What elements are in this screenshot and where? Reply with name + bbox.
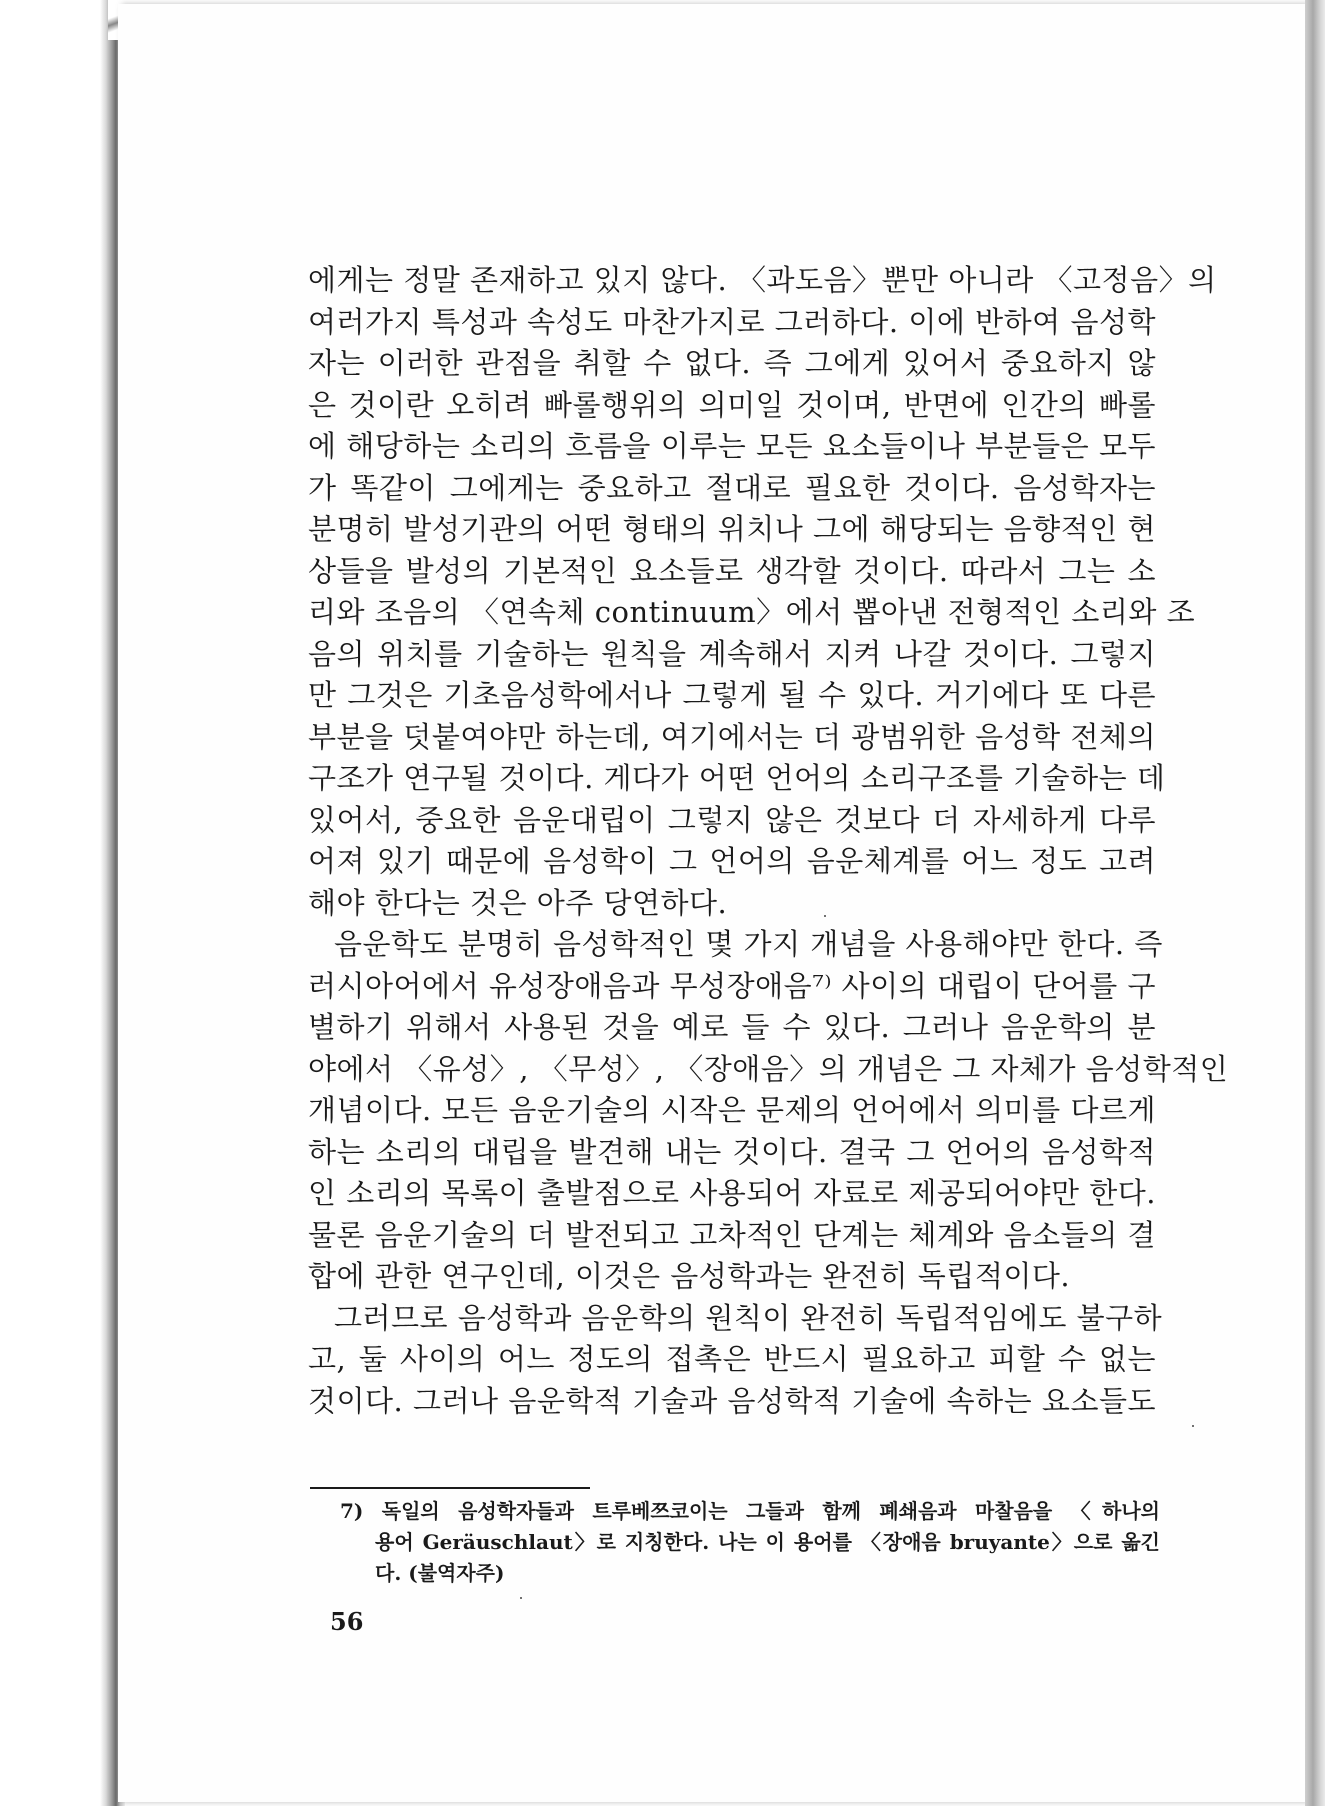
page-right-edge xyxy=(1305,0,1325,1806)
scan-speck xyxy=(1192,1425,1194,1427)
page-number: 56 xyxy=(330,1607,364,1636)
body-line: 구조가 연구될 것이다. 게다가 어떤 언어의 소리구조를 기술하는 데 xyxy=(308,761,1166,795)
body-line: 고, 둘 사이의 어느 정도의 접촉은 반드시 필요하고 피할 수 없는 xyxy=(308,1342,1156,1376)
body-line: 가 똑같이 그에게는 중요하고 절대로 필요한 것이다. 음성학자는 xyxy=(308,470,1156,505)
body-line: 개념이다. 모든 음운기술의 시작은 문제의 언어에서 의미를 다르게 xyxy=(308,1093,1156,1127)
body-line: 물론 음운기술의 더 발전되고 고차적인 단계는 체계와 음소들의 결 xyxy=(308,1217,1156,1252)
footnote-line: 7) 독일의 음성학자들과 트루베쯔코이는 그들과 함께 폐쇄음과 마찰음을 〈하나의 xyxy=(340,1499,1160,1523)
body-line: 별하기 위해서 사용된 것을 예로 들 수 있다. 그러나 음운학의 분 xyxy=(308,1010,1156,1044)
body-line: 자는 이러한 관점을 취할 수 없다. 즉 그에게 있어서 중요하지 않 xyxy=(308,346,1156,380)
body-line: 음의 위치를 기술하는 원칙을 계속해서 지켜 나갈 것이다. 그렇지 xyxy=(308,636,1156,671)
body-line: 에게는 정말 존재하고 있지 않다. 〈과도음〉뿐만 아니라 〈고정음〉의 xyxy=(308,263,1217,297)
body-line: 여러가지 특성과 속성도 마찬가지로 그러하다. 이에 반하여 음성학 xyxy=(308,304,1156,339)
body-line: 리와 조음의 〈연속체 continuum〉에서 뽑아낸 전형적인 소리와 조 xyxy=(308,595,1196,629)
body-line: 있어서, 중요한 음운대립이 그렇지 않은 것보다 더 자세하게 다루 xyxy=(308,802,1156,837)
scan-speck xyxy=(824,915,826,917)
body-line: 상들을 발성의 기본적인 요소들로 생각할 것이다. 따라서 그는 소 xyxy=(308,553,1156,588)
body-line: 하는 소리의 대립을 발견해 내는 것이다. 결국 그 언어의 음성학적 xyxy=(308,1134,1156,1169)
body-line: 은 것이란 오히려 빠롤행위의 의미일 것이며, 반면에 인간의 빠롤 xyxy=(308,387,1156,422)
body-line: 어져 있기 때문에 음성학이 그 언어의 음운체계를 어느 정도 고려 xyxy=(308,844,1156,878)
body-line: 것이다. 그러나 음운학적 기술과 음성학적 기술에 속하는 요소들도 xyxy=(308,1383,1156,1418)
body-line: 해야 한다는 것은 아주 당연하다. xyxy=(308,885,728,920)
body-text xyxy=(308,260,1229,1422)
footnote-line: 다. (불역자주) xyxy=(375,1561,505,1585)
body-line: 러시아어에서 유성장애음과 무성장애음⁷⁾ 사이의 대립이 단어를 구 xyxy=(308,968,1156,1003)
scan-speck xyxy=(520,1597,522,1599)
body-line: 에 해당하는 소리의 흐름을 이루는 모든 요소들이나 부분들은 모두 xyxy=(308,429,1156,463)
body-line: 만 그것은 기초음성학에서나 그렇게 될 수 있다. 거기에다 또 다른 xyxy=(308,678,1156,712)
body-line: 부분을 덧붙여야만 하는데, 여기에서는 더 광범위한 음성학 전체의 xyxy=(308,719,1156,754)
footnote-divider xyxy=(310,1487,590,1489)
body-line: 분명히 발성기관의 어떤 형태의 위치나 그에 해당되는 음향적인 현 xyxy=(308,512,1156,546)
footnote-line: 용어 Geräuschlaut〉로 지칭한다. 나는 이 용어를 〈장애음 bruyante〉으로 옮긴 xyxy=(375,1530,1160,1554)
body-line: 합에 관한 연구인데, 이것은 음성학과는 완전히 독립적이다. xyxy=(308,1259,1071,1293)
footnote xyxy=(340,1496,1160,1589)
body-line: 인 소리의 목록이 출발점으로 사용되어 자료로 제공되어야만 한다. xyxy=(308,1176,1156,1210)
paragraph-start-line: 그러므로 음성학과 음운학의 원칙이 완전히 독립적임에도 불구하 xyxy=(334,1300,1163,1335)
book-binding-edge xyxy=(0,0,125,1806)
body-line: 야에서 〈유성〉, 〈무성〉, 〈장애음〉의 개념은 그 자체가 음성학적인 xyxy=(308,1051,1229,1086)
paragraph-start-line: 음운학도 분명히 음성학적인 몇 가지 개념을 사용해야만 한다. 즉 xyxy=(334,927,1163,961)
